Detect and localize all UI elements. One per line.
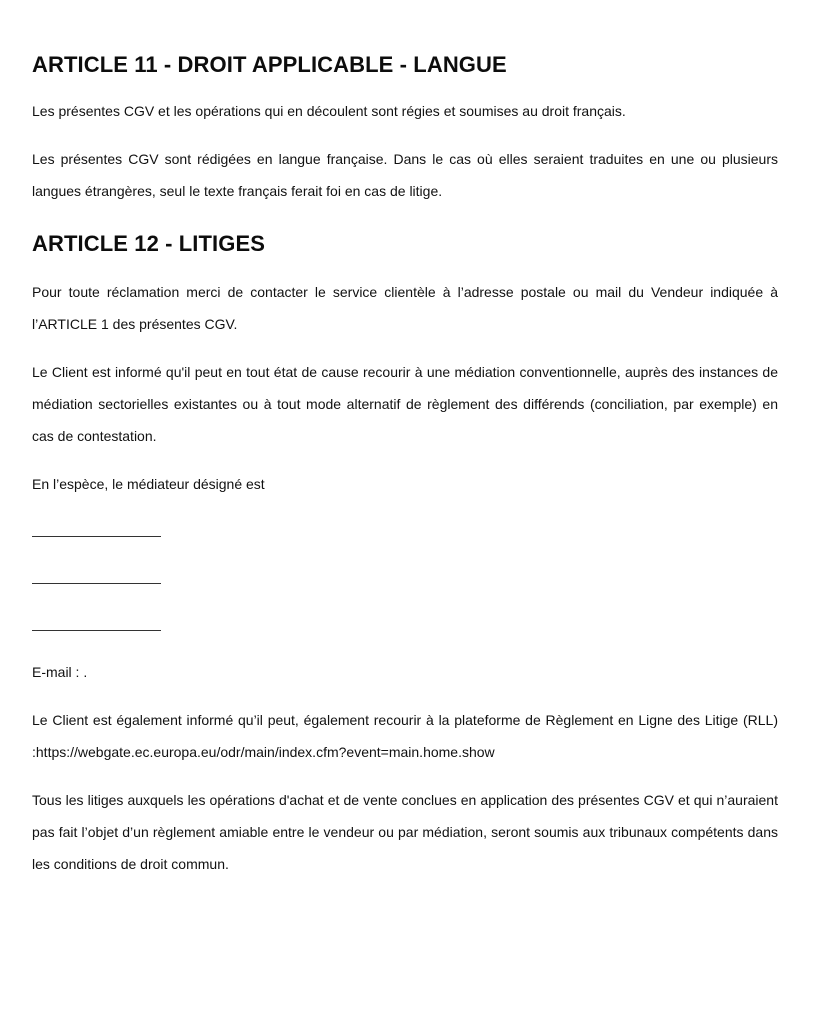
article-11-paragraph-2: Les présentes CGV sont rédigées en langue française. Dans le cas où elles seraient traduites en une ou plusieurs langues étrangères, seul le texte français ferait foi en cas de litige. (32, 151, 778, 199)
article-11-heading: ARTICLE 11 - DROIT APPLICABLE - LANGUE (32, 52, 507, 77)
article-12-paragraph-2: Le Client est informé qu'il peut en tout état de cause recourir à une médiation conventionnelle, auprès des instances de médiation sectorielles existantes ou à tout mode alternatif de règlement des différends (conciliation, par exemple) en cas de contestation. (32, 364, 778, 444)
mediator-address-blank (32, 583, 161, 584)
mediator-name-blank (32, 536, 161, 537)
article-12-paragraph-rll: Le Client est également informé qu’il peut, également recourir à la plateforme de Règlement en Ligne des Litige (RLL) :https://webgate.ec.europa.eu/odr/main/index.cfm?event=main.home.show (32, 712, 778, 760)
article-12-heading: ARTICLE 12 - LITIGES (32, 231, 266, 256)
article-12-paragraph-final: Tous les litiges auxquels les opérations d'achat et de vente conclues en application des présentes CGV et qui n’auraient pas fait l’objet d’un règlement amiable entre le vendeur ou par médiation, seront soumis aux tribunaux compétents dans les conditions de droit commun. (32, 792, 778, 872)
mediator-email: E-mail : . (32, 664, 88, 680)
mediator-intro: En l’espèce, le médiateur désigné est (32, 476, 265, 492)
article-11-paragraph-1: Les présentes CGV et les opérations qui en découlent sont régies et soumises au droit français. (32, 103, 626, 119)
mediator-website-blank (32, 630, 161, 631)
article-12-paragraph-1: Pour toute réclamation merci de contacter le service clientèle à l’adresse postale ou mail du Vendeur indiquée à l’ARTICLE 1 des présentes CGV. (32, 284, 778, 332)
